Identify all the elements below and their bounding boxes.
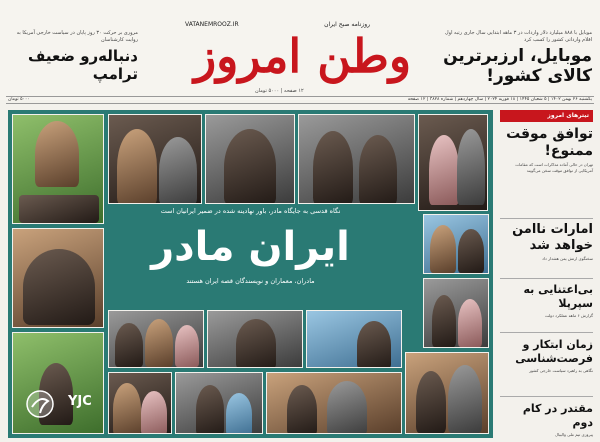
left-teaser-headline[interactable]: دنباله‌رو ضعیف ترامپ bbox=[28, 47, 138, 83]
left-teaser-kicker: مروری بر حرکت ۳۰ روز پایان در سیاست خارجی آمریکا به روایت کارشناسان bbox=[16, 30, 138, 43]
photo-figure bbox=[313, 131, 353, 204]
side-item-body: سخنگوی ارتش یمن هشدار داد bbox=[542, 256, 593, 261]
photo-figure bbox=[145, 319, 173, 367]
photo-mother-son-sea bbox=[423, 214, 489, 274]
photo-figure bbox=[115, 323, 143, 367]
photo-mother-son-portrait bbox=[405, 352, 489, 434]
dateline bbox=[6, 96, 594, 104]
right-teaser-headline[interactable]: موبایل، ارزبرترین کالای کشور! bbox=[443, 46, 592, 86]
photo-figure bbox=[226, 393, 252, 434]
photo-figure bbox=[175, 325, 199, 367]
photo-figure bbox=[35, 121, 79, 187]
photo-mother-hospital bbox=[306, 310, 402, 368]
photo-figure bbox=[357, 321, 391, 368]
main-headline[interactable]: ایران مادر bbox=[151, 224, 350, 270]
photo-figure bbox=[141, 391, 167, 434]
side-item-headline[interactable]: امارات ناامن خواهد شد bbox=[512, 222, 593, 253]
photo-mother-children bbox=[108, 310, 204, 368]
photo-soldier-mother-bw bbox=[205, 114, 295, 204]
divider bbox=[500, 218, 593, 219]
newspaper-logo: وطن امروز bbox=[193, 29, 412, 83]
side-item[interactable] bbox=[500, 402, 593, 438]
photo-figure bbox=[236, 319, 276, 368]
photo-figure bbox=[457, 129, 485, 205]
photo-figure bbox=[224, 129, 276, 204]
photo-figure bbox=[159, 137, 197, 204]
photo-man-portrait-bw bbox=[207, 310, 303, 368]
photo-figure bbox=[327, 381, 367, 434]
logo-subtitle: روزنامه صبح ایران bbox=[324, 21, 370, 28]
yjc-watermark: YJC bbox=[68, 394, 92, 409]
photo-mother-wheelchair bbox=[175, 372, 263, 434]
photo-figure bbox=[448, 365, 482, 433]
photo-mother-boys bbox=[108, 372, 172, 434]
dateline-price: ۵۰۰۰ تومان bbox=[8, 97, 30, 102]
photo-mother-athlete bbox=[266, 372, 402, 434]
photo-figure bbox=[287, 385, 317, 434]
side-item[interactable] bbox=[500, 283, 593, 319]
photo-mother-child bbox=[418, 114, 488, 211]
photo-figure bbox=[458, 229, 484, 273]
photo-mother-family bbox=[423, 278, 489, 348]
photo-figure bbox=[429, 135, 459, 205]
photo-figure bbox=[432, 295, 456, 347]
main-kicker: نگاه قدسی به جایگاه مادر، باور نهادینه شده در ضمیر ایرانیان است bbox=[160, 207, 341, 215]
photo-figure bbox=[19, 195, 99, 223]
side-item[interactable] bbox=[500, 222, 593, 262]
photo-figure bbox=[458, 299, 482, 347]
side-item-body: تهران در حالی آماده مذاکرات است که مقامات آمریکایی از توافق موقت سخن می‌گویند bbox=[515, 162, 593, 173]
side-item[interactable] bbox=[500, 126, 593, 173]
divider bbox=[500, 332, 593, 333]
side-item-body: گزارش ۶ ماهه عملکرد دولت bbox=[545, 313, 593, 318]
photo-commander-mother bbox=[108, 114, 202, 204]
side-item-headline[interactable]: مقتدر در کام دوم bbox=[522, 402, 593, 429]
photo-figure bbox=[196, 385, 224, 434]
photo-mother-hugging bbox=[12, 228, 104, 328]
masthead bbox=[0, 0, 600, 100]
left-teaser[interactable] bbox=[8, 30, 138, 83]
photo-cleric-grave bbox=[12, 114, 104, 224]
side-item[interactable] bbox=[500, 338, 593, 374]
photo-figure bbox=[416, 371, 446, 433]
side-column bbox=[500, 110, 593, 438]
side-item-body: پیروزی تیم ملی والیبال bbox=[555, 432, 593, 437]
side-item-headline[interactable]: توافق موقت ممنوع! bbox=[506, 126, 593, 159]
right-teaser[interactable] bbox=[442, 30, 592, 86]
photo-figure bbox=[113, 383, 141, 434]
photo-figure bbox=[430, 225, 456, 273]
photo-figure bbox=[117, 129, 157, 204]
photo-figure bbox=[23, 249, 95, 325]
side-section-title: تیترهای امروز bbox=[500, 110, 593, 122]
logo-tagline: ۱۲ صفحه | ۵۰۰۰ تومان bbox=[255, 88, 304, 94]
logo-url[interactable]: VATANEMROOZ.IR bbox=[185, 21, 239, 28]
main-subtitle: مادران، معماران و نویسندگان قصه ایران هستند bbox=[186, 277, 315, 285]
side-item-headline[interactable]: زمان ابتکار و فرصت‌شناسی bbox=[515, 338, 593, 365]
side-item-body: نگاهی به راهبرد سیاست خارجی کشور bbox=[529, 368, 593, 373]
side-item-headline[interactable]: بی‌اعتنایی به سپرپلا bbox=[523, 283, 593, 310]
divider bbox=[500, 396, 593, 397]
divider bbox=[500, 278, 593, 279]
right-teaser-kicker: موبایل با ۸۸۸ میلیارد دلار واردات در ۳ ماهه ابتدایی سال جاری رتبه اول اقلام وارداتی کشور را کسب کرد bbox=[445, 30, 592, 43]
yjc-logo-icon bbox=[16, 387, 106, 421]
photo-martyr-mother-bw bbox=[298, 114, 415, 204]
photo-figure bbox=[359, 135, 397, 204]
dateline-info: یکشنبه ۲۶ بهمن ۱۴۰۲ | ۵ شعبان ۱۴۴۵ | ۱۸ فوریه ۲۰۲۴ | سال چهاردهم | شماره ۳۸۲۸ | ۱۲ صفحه bbox=[407, 97, 592, 102]
